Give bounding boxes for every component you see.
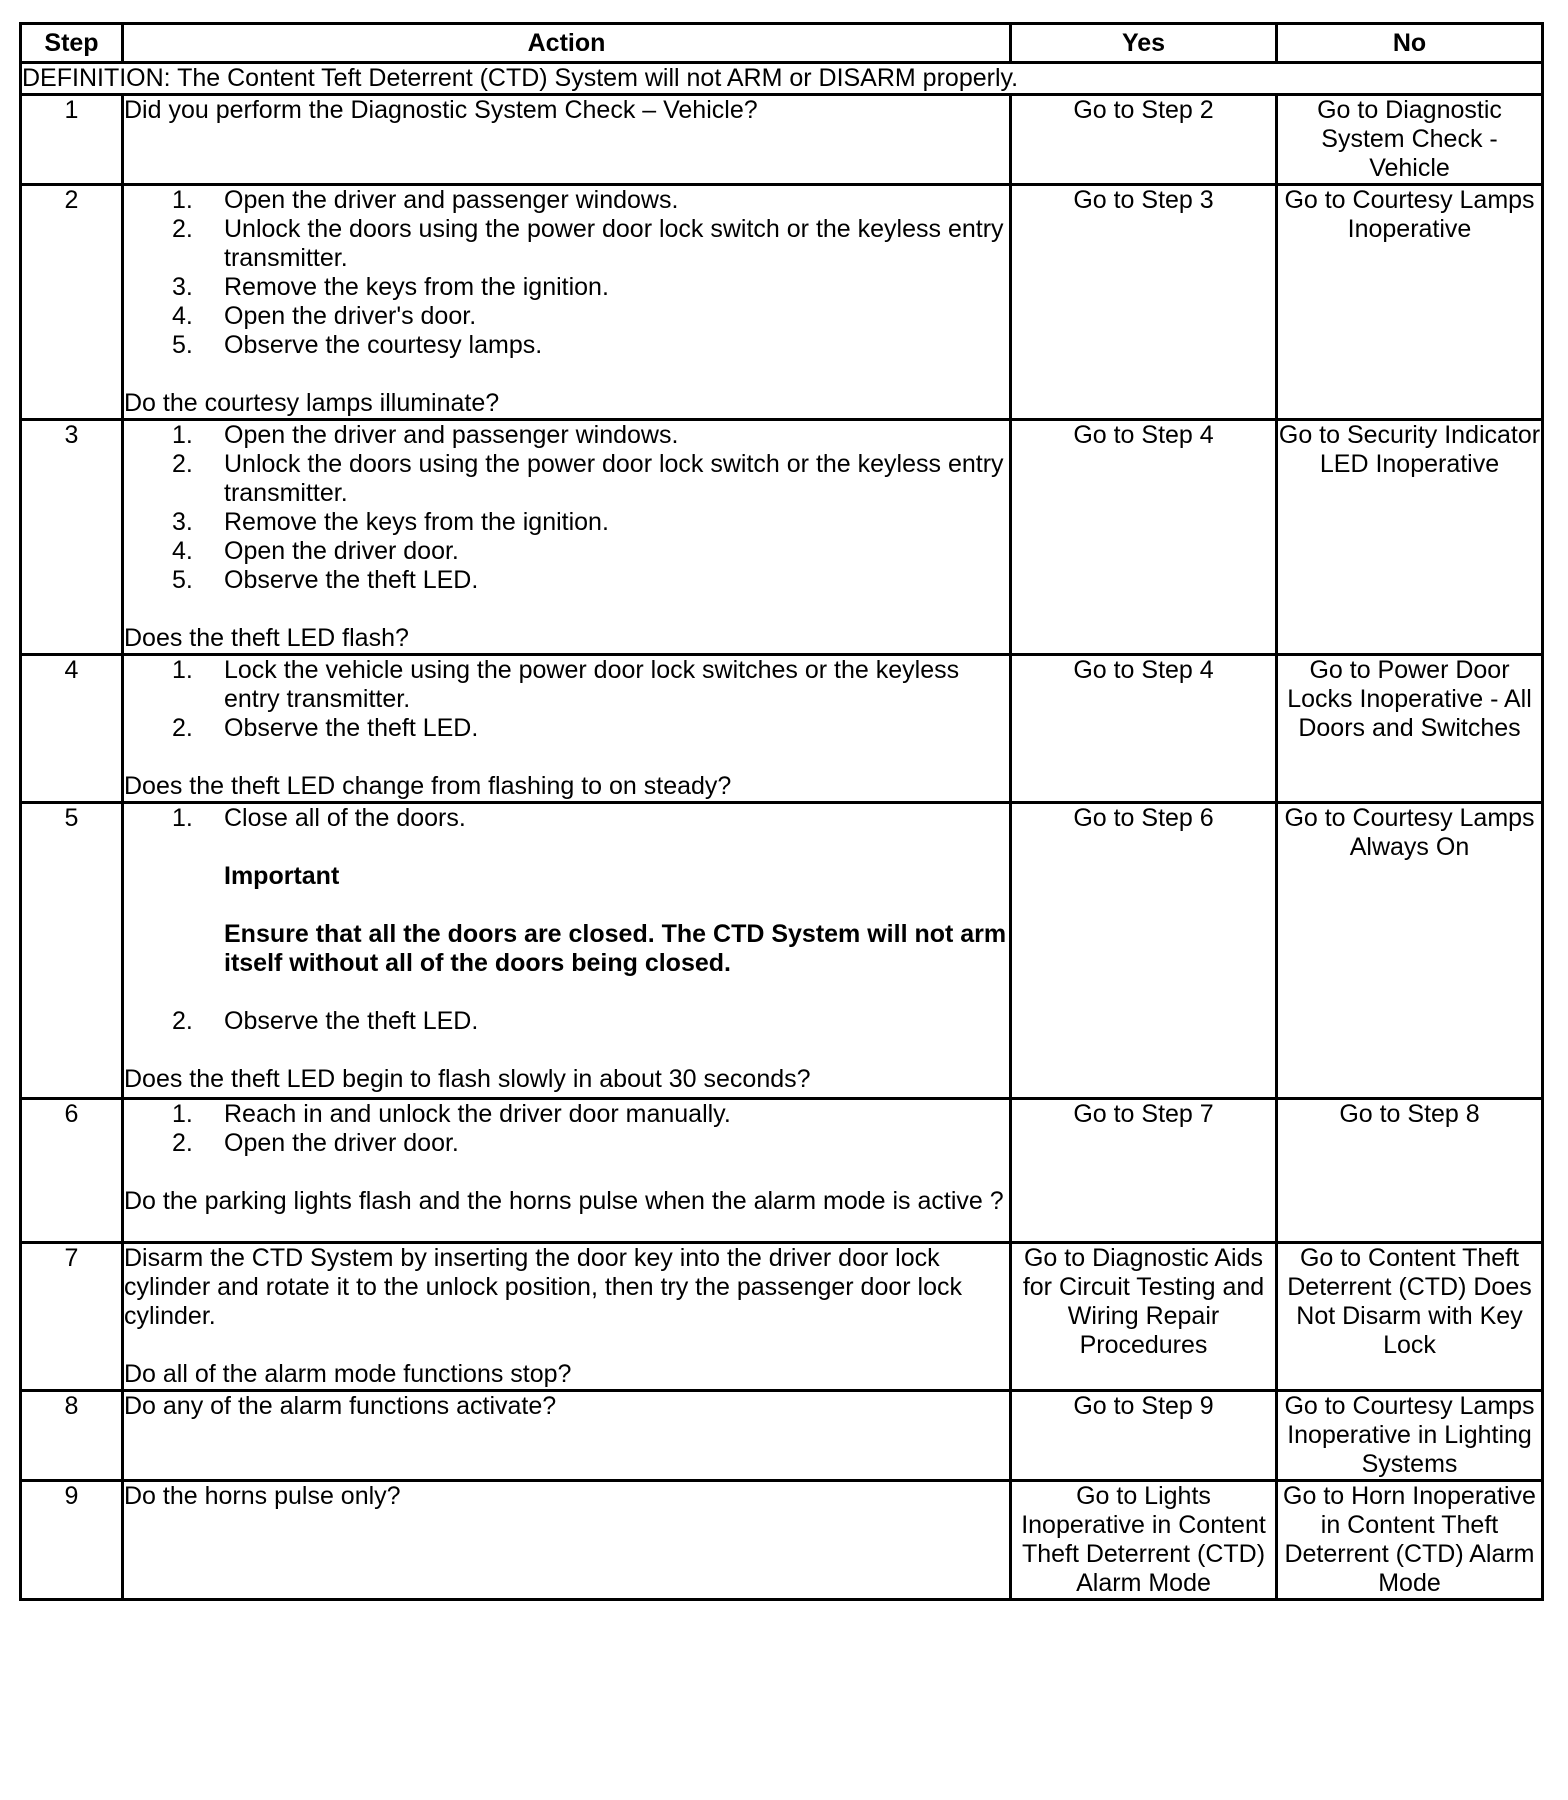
table-row bbox=[21, 420, 1543, 655]
no-outcome: Go to Courtesy Lamps Inoperative bbox=[1277, 185, 1543, 420]
step-number: 5 bbox=[21, 803, 123, 1099]
no-outcome: Go to Power Door Locks Inoperative - All Doors and Switches bbox=[1277, 655, 1543, 803]
action-steps-list bbox=[124, 186, 1009, 360]
action-question: Do all of the alarm mode functions stop? bbox=[124, 1360, 572, 1388]
action-question: Did you perform the Diagnostic System Check – Vehicle? bbox=[124, 96, 758, 124]
no-outcome: Go to Courtesy Lamps Inoperative in Lighting Systems bbox=[1277, 1391, 1543, 1481]
list-item: 5. Observe the theft LED. bbox=[172, 566, 479, 594]
action-cell bbox=[123, 803, 1011, 1099]
step-number: 8 bbox=[21, 1391, 123, 1481]
list-item: 4. Open the driver's door. bbox=[172, 302, 477, 330]
action-question: Do the parking lights flash and the horns pulse when the alarm mode is active ? bbox=[124, 1187, 1004, 1215]
action-steps-list bbox=[124, 804, 1009, 833]
yes-outcome: Go to Step 4 bbox=[1011, 655, 1277, 803]
important-note: Ensure that all the doors are closed. The CTD System will not arm itself without all of the doors being closed. bbox=[224, 920, 1007, 977]
yes-outcome: Go to Step 3 bbox=[1011, 185, 1277, 420]
action-steps-list bbox=[124, 656, 1009, 743]
header-no: No bbox=[1277, 24, 1543, 63]
no-outcome: Go to Content Theft Deterrent (CTD) Does Not Disarm with Key Lock bbox=[1277, 1243, 1543, 1391]
action-cell bbox=[123, 655, 1011, 803]
yes-outcome: Go to Step 9 bbox=[1011, 1391, 1277, 1481]
list-item: 2. Unlock the doors using the power door lock switch or the keyless entry transmitter. bbox=[172, 450, 1004, 507]
action-question: Do the courtesy lamps illuminate? bbox=[124, 389, 500, 417]
list-item: 2. Unlock the doors using the power door lock switch or the keyless entry transmitter. bbox=[172, 215, 1004, 272]
no-outcome: Go to Courtesy Lamps Always On bbox=[1277, 803, 1543, 1099]
yes-outcome: Go to Step 7 bbox=[1011, 1099, 1277, 1243]
action-cell bbox=[123, 95, 1011, 185]
action-steps-list bbox=[124, 1007, 1009, 1036]
action-question: Do any of the alarm functions activate? bbox=[124, 1392, 557, 1420]
table-row bbox=[21, 185, 1543, 420]
list-item: 2. Observe the theft LED. bbox=[172, 1007, 479, 1035]
list-item: 3. Remove the keys from the ignition. bbox=[172, 273, 609, 301]
list-item: 3. Remove the keys from the ignition. bbox=[172, 508, 609, 536]
step-number: 4 bbox=[21, 655, 123, 803]
table-row bbox=[21, 655, 1543, 803]
yes-outcome: Go to Step 4 bbox=[1011, 420, 1277, 655]
table-row bbox=[21, 1391, 1543, 1481]
action-cell bbox=[123, 1481, 1011, 1600]
list-item: 2. Open the driver door. bbox=[172, 1129, 459, 1157]
important-heading: Important bbox=[224, 862, 340, 890]
action-question: Does the theft LED change from flashing to on steady? bbox=[124, 772, 732, 800]
list-item: 1. Open the driver and passenger windows. bbox=[172, 421, 679, 449]
yes-outcome: Go to Step 2 bbox=[1011, 95, 1277, 185]
action-steps-list bbox=[124, 1100, 1009, 1158]
header-action: Action bbox=[123, 24, 1011, 63]
definition-text: DEFINITION: The Content Teft Deterrent (CTD) System will not ARM or DISARM properly. bbox=[21, 63, 1543, 95]
table-row bbox=[21, 95, 1543, 185]
step-number: 1 bbox=[21, 95, 123, 185]
action-cell bbox=[123, 185, 1011, 420]
list-item: 4. Open the driver door. bbox=[172, 537, 459, 565]
table-row bbox=[21, 1481, 1543, 1600]
action-steps-list bbox=[124, 421, 1009, 595]
list-item: 1. Close all of the doors. bbox=[172, 804, 466, 832]
yes-outcome: Go to Step 6 bbox=[1011, 803, 1277, 1099]
list-item: 1. Open the driver and passenger windows. bbox=[172, 186, 679, 214]
action-question: Does the theft LED begin to flash slowly in about 30 seconds? bbox=[124, 1065, 811, 1093]
action-cell bbox=[123, 1099, 1011, 1243]
table-row bbox=[21, 803, 1543, 1099]
list-item: 2. Observe the theft LED. bbox=[172, 714, 479, 742]
action-question: Do the horns pulse only? bbox=[124, 1482, 401, 1510]
table-row bbox=[21, 1243, 1543, 1391]
diagnostic-table bbox=[19, 22, 1544, 1601]
header-yes: Yes bbox=[1011, 24, 1277, 63]
no-outcome: Go to Security Indicator LED Inoperative bbox=[1277, 420, 1543, 655]
list-item: 5. Observe the courtesy lamps. bbox=[172, 331, 543, 359]
step-number: 9 bbox=[21, 1481, 123, 1600]
yes-outcome: Go to Lights Inoperative in Content Theft Deterrent (CTD) Alarm Mode bbox=[1011, 1481, 1277, 1600]
no-outcome: Go to Step 8 bbox=[1277, 1099, 1543, 1243]
action-cell bbox=[123, 1391, 1011, 1481]
step-number: 7 bbox=[21, 1243, 123, 1391]
action-instruction: Disarm the CTD System by inserting the door key into the driver door lock cylinder and rotate it to the unlock position, then try the passenger door lock cylinder. bbox=[124, 1244, 962, 1330]
action-cell bbox=[123, 1243, 1011, 1391]
action-cell bbox=[123, 420, 1011, 655]
step-number: 3 bbox=[21, 420, 123, 655]
no-outcome: Go to Diagnostic System Check - Vehicle bbox=[1277, 95, 1543, 185]
no-outcome: Go to Horn Inoperative in Content Theft Deterrent (CTD) Alarm Mode bbox=[1277, 1481, 1543, 1600]
list-item: 1. Lock the vehicle using the power door lock switches or the keyless entry transmitter. bbox=[172, 656, 960, 713]
definition-row bbox=[21, 63, 1543, 95]
header-step: Step bbox=[21, 24, 123, 63]
list-item: 1. Reach in and unlock the driver door manually. bbox=[172, 1100, 731, 1128]
action-question: Does the theft LED flash? bbox=[124, 624, 409, 652]
step-number: 2 bbox=[21, 185, 123, 420]
header-row bbox=[21, 24, 1543, 63]
yes-outcome: Go to Diagnostic Aids for Circuit Testing and Wiring Repair Procedures bbox=[1011, 1243, 1277, 1391]
table-row bbox=[21, 1099, 1543, 1243]
step-number: 6 bbox=[21, 1099, 123, 1243]
